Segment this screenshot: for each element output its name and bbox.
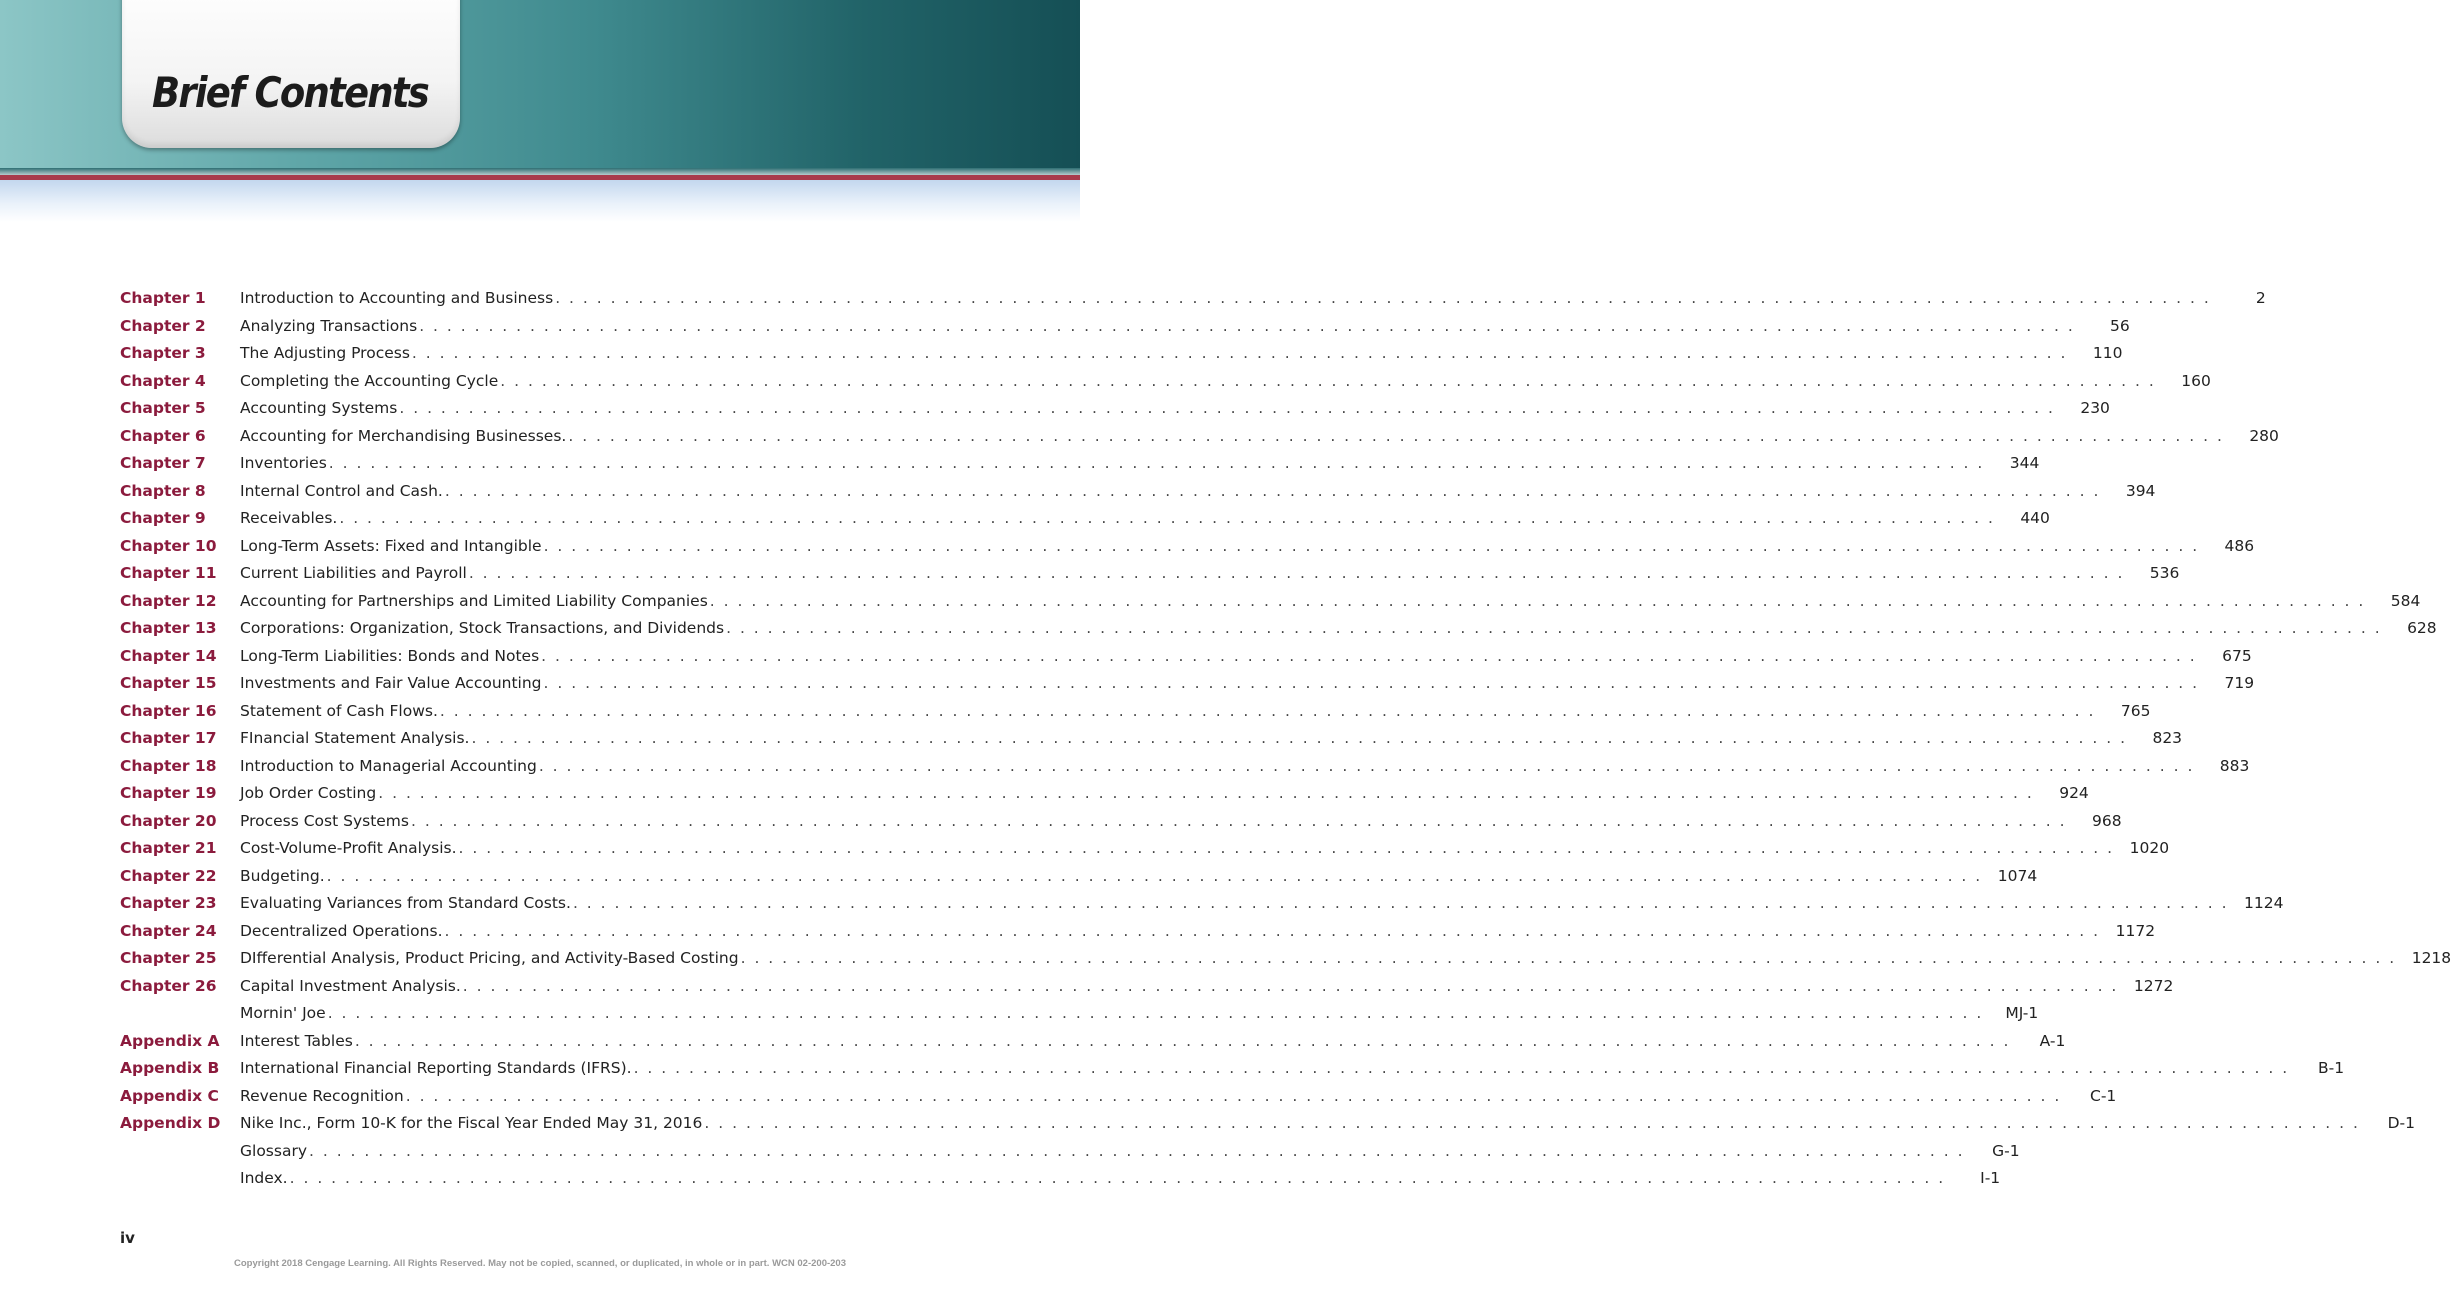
toc-entry (240, 1165, 1945, 1193)
toc-entry (240, 1083, 2061, 1111)
toc-page-number: 883 (2219, 756, 2250, 775)
toc-chapter-title: DIfferential Analysis, Product Pricing, and Activity-Based Costing (240, 949, 739, 967)
toc-entry (240, 1028, 2010, 1056)
toc-dot-leader: . . . . . . . . . . . . . . . . . . . . . . . . . . . . . . . . . . . . . . . . . . . . . . . . . . . . . . . . . . . . . . . . . . . . . . . . . . . . . . . . . . . . . . . . . . . . . . . . . . . . . . . . . . . . . . . . . . . . . . . . (326, 866, 1983, 885)
toc-dot-leader: . . . . . . . . . . . . . . . . . . . . . . . . . . . . . . . . . . . . . . . . . . . . . . . . . . . . . . . . . . . . . . . . . . . . . . . . . . . . . . . . . . . . . . . . . . . . . . . . . . . . . . . . . . . . . . . . . . . . . . . . (419, 316, 2075, 335)
toc-chapter-label: Appendix B (120, 1059, 220, 1077)
toc-chapter-title: International Financial Reporting Standards (IFRS). (240, 1059, 632, 1077)
toc-dot-leader: . . . . . . . . . . . . . . . . . . . . . . . . . . . . . . . . . . . . . . . . . . . . . . . . . . . . . . . . . . . . . . . . . . . . . . . . . . . . . . . . . . . . . . . . . . . . . . . . . . . . . . . . . . . . . . . . . . . . . . . . (726, 619, 2382, 637)
toc-dot-leader: . . . . . . . . . . . . . . . . . . . . . . . . . . . . . . . . . . . . . . . . . . . . . . . . . . . . . . . . . . . . . . . . . . . . . . . . . . . . . . . . . . . . . . . . . . . . . . . . . . . . . . . . . . . . . . . . . . . . . . . . (633, 1059, 2290, 1077)
toc-row (120, 285, 2266, 313)
toc-chapter-title: Long-Term Assets: Fixed and Intangible (240, 536, 542, 555)
toc-row (120, 1138, 2020, 1166)
toc-chapter-label: Chapter 4 (120, 371, 206, 390)
toc-dot-leader: . . . . . . . . . . . . . . . . . . . . . . . . . . . . . . . . . . . . . . . . . . . . . . . . . . . . . . . . . . . . . . . . . . . . . . . . . . . . . . . . . . . . . . . . . . . . . . . . . . . . . . . . . . . . . . . . . . . . . . . . (468, 564, 2125, 582)
toc-page-number: 1124 (2244, 894, 2284, 912)
toc-entry (240, 808, 2067, 836)
toc-row (120, 588, 2421, 616)
toc-page-number: 110 (2092, 344, 2123, 362)
toc-entry (240, 313, 2075, 341)
toc-entry (240, 670, 2199, 698)
toc-row (120, 890, 2284, 918)
toc-page-number: 344 (2009, 454, 2040, 472)
toc-dot-leader: . . . . . . . . . . . . . . . . . . . . . . . . . . . . . . . . . . . . . . . . . . . . . . . . . . . . . . . . . . . . . . . . . . . . . . . . . . . . . . . . . . . . . . . . . . . . . . . . . . . . . . . . . . . . . . . . . . . . . . . . (462, 976, 2119, 995)
toc-chapter-label: Chapter 24 (120, 921, 217, 940)
toc-chapter-label: Chapter 14 (120, 646, 217, 665)
toc-entry (240, 478, 2100, 506)
toc-row (120, 973, 2174, 1001)
toc-chapter-label: Chapter 1 (120, 289, 206, 307)
toc-dot-leader: . . . . . . . . . . . . . . . . . . . . . . . . . . . . . . . . . . . . . . . . . . . . . . . . . . . . . . . . . . . . . . . . . . . . . . . . . . . . . . . . . . . . . . . . . . . . . . . . . . . . . . . . . . . . . . . . . . . . . . . . (378, 784, 2034, 802)
toc-dot-leader: . . . . . . . . . . . . . . . . . . . . . . . . . . . . . . . . . . . . . . . . . . . . . . . . . . . . . . . . . . . . . . . . . . . . . . . . . . . . . . . . . . . . . . . . . . . . . . . . . . . . . . . . . . . . . . . . . . . . . . . . (309, 1141, 1965, 1160)
toc-page-number: 584 (2390, 591, 2421, 610)
toc-entry (240, 1110, 2360, 1138)
toc-dot-leader: . . . . . . . . . . . . . . . . . . . . . . . . . . . . . . . . . . . . . . . . . . . . . . . . . . . . . . . . . . . . . . . . . . . . . . . . . . . . . . . . . . . . . . . . . . . . . . . . . . . . . . . . . . . . . . . . . . . . . . . . (289, 1169, 1946, 1187)
toc-chapter-label: Chapter 7 (120, 454, 206, 472)
toc-chapter-label: Chapter 20 (120, 811, 217, 830)
toc-chapter-label: Appendix D (120, 1114, 221, 1132)
toc-page-number: 823 (2152, 729, 2183, 747)
toc-dot-leader: . . . . . . . . . . . . . . . . . . . . . . . . . . . . . . . . . . . . . . . . . . . . . . . . . . . . . . . . . . . . . . . . . . . . . . . . . . . . . . . . . . . . . . . . . . . . . . . . . . . . . . . . . . . . . . . . . . . . . . . . (399, 399, 2055, 417)
toc-row (120, 780, 2089, 808)
toc-page-number: 536 (2149, 564, 2180, 582)
toc-dot-leader: . . . . . . . . . . . . . . . . . . . . . . . . . . . . . . . . . . . . . . . . . . . . . . . . . . . . . . . . . . . . . . . . . . . . . . . . . . . . . . . . . . . . . . . . . . . . . . . . . . . . . . . . . . . . . . . . . . . . . . . . (354, 1031, 2011, 1050)
toc-page-number: 968 (2091, 811, 2122, 830)
toc-chapter-title: Decentralized Operations. (240, 921, 443, 940)
toc-chapter-title: Statement of Cash Flows. (240, 701, 438, 720)
toc-row (120, 643, 2252, 671)
toc-row (120, 368, 2211, 396)
toc-chapter-title: Nike Inc., Form 10-K for the Fiscal Year Ended May 31, 2016 (240, 1114, 703, 1132)
toc-page-number: 56 (2110, 316, 2130, 335)
toc-chapter-label: Chapter 16 (120, 701, 217, 720)
toc-entry (240, 1000, 1983, 1028)
toc-chapter-title: Inventories (240, 454, 327, 472)
toc-chapter-title: Internal Control and Cash. (240, 481, 443, 500)
toc-page-number: 765 (2120, 701, 2151, 720)
toc-entry (240, 698, 2095, 726)
toc-chapter-label: Chapter 8 (120, 481, 206, 500)
toc-entry (240, 863, 1982, 891)
toc-chapter-title: Index. (240, 1169, 288, 1187)
toc-entry (240, 973, 2118, 1001)
toc-chapter-label: Chapter 9 (120, 509, 206, 527)
toc-entry (240, 918, 2100, 946)
toc-page-number: 1020 (2129, 839, 2170, 857)
toc-row (120, 753, 2250, 781)
toc-chapter-label: Chapter 15 (120, 674, 217, 692)
toc-chapter-label: Chapter 26 (120, 976, 217, 995)
page-title: Brief Contents (152, 68, 428, 117)
toc-page-number: 280 (2249, 426, 2279, 445)
toc-row (120, 808, 2122, 836)
toc-entry (240, 1138, 1965, 1166)
toc-chapter-label: Chapter 17 (120, 729, 217, 747)
toc-row (120, 1000, 2039, 1028)
toc-row (120, 725, 2183, 753)
toc-row (120, 1055, 2345, 1083)
toc-row (120, 313, 2130, 341)
toc-page-number: 2 (2255, 289, 2266, 307)
page-number: iv (120, 1229, 135, 1247)
toc-dot-leader: . . . . . . . . . . . . . . . . . . . . . . . . . . . . . . . . . . . . . . . . . . . . . . . . . . . . . . . . . . . . . . . . . . . . . . . . . . . . . . . . . . . . . . . . . . . . . . . . . . . . . . . . . . . . . . . . . . . . . . . . (541, 646, 2197, 665)
toc-row (120, 1110, 2415, 1138)
toc-dot-leader: . . . . . . . . . . . . . . . . . . . . . . . . . . . . . . . . . . . . . . . . . . . . . . . . . . . . . . . . . . . . . . . . . . . . . . . . . . . . . . . . . . . . . . . . . . . . . . . . . . . . . . . . . . . . . . . . . . . . . . . . (471, 729, 2128, 747)
toc-row (120, 450, 2040, 478)
toc-dot-leader: . . . . . . . . . . . . . . . . . . . . . . . . . . . . . . . . . . . . . . . . . . . . . . . . . . . . . . . . . . . . . . . . . . . . . . . . . . . . . . . . . . . . . . . . . . . . . . . . . . . . . . . . . . . . . . . . . . . . . . . . (568, 426, 2224, 445)
toc-row (120, 670, 2255, 698)
toc-chapter-title: Completing the Accounting Cycle (240, 371, 499, 390)
toc-entry (240, 615, 2382, 643)
toc-page-number: 440 (2020, 509, 2050, 527)
toc-dot-leader: . . . . . . . . . . . . . . . . . . . . . . . . . . . . . . . . . . . . . . . . . . . . . . . . . . . . . . . . . . . . . . . . . . . . . . . . . . . . . . . . . . . . . . . . . . . . . . . . . . . . . . . . . . . . . . . . . . . . . . . . (543, 536, 2200, 555)
toc-page-number: C-1 (2090, 1086, 2117, 1105)
toc-chapter-label: Chapter 3 (120, 344, 206, 362)
toc-page-number: 230 (2080, 399, 2110, 417)
toc-row (120, 395, 2110, 423)
toc-dot-leader: . . . . . . . . . . . . . . . . . . . . . . . . . . . . . . . . . . . . . . . . . . . . . . . . . . . . . . . . . . . . . . . . . . . . . . . . . . . . . . . . . . . . . . . . . . . . . . . . . . . . . . . . . . . . . . . . . . . . . . . . (555, 289, 2211, 307)
toc-chapter-title: FInancial Statement Analysis. (240, 729, 470, 747)
toc-chapter-title: Revenue Recognition (240, 1086, 404, 1105)
toc-chapter-title: The Adjusting Process (240, 344, 410, 362)
toc-chapter-title: Corporations: Organization, Stock Transactions, and Dividends (240, 619, 725, 637)
toc-chapter-label: Appendix C (120, 1086, 219, 1105)
toc-chapter-title: Capital Investment Analysis. (240, 976, 461, 995)
toc-chapter-title: Process Cost Systems (240, 811, 409, 830)
toc-entry (240, 588, 2365, 616)
toc-page-number: D-1 (2387, 1114, 2415, 1132)
toc-page-number: MJ-1 (2005, 1004, 2039, 1022)
toc-page-number: 1074 (1997, 866, 2038, 885)
toc-dot-leader: . . . . . . . . . . . . . . . . . . . . . . . . . . . . . . . . . . . . . . . . . . . . . . . . . . . . . . . . . . . . . . . . . . . . . . . . . . . . . . . . . . . . . . . . . . . . . . . . . . . . . . . . . . . . . . . . . . . . . . . . (543, 674, 2200, 692)
toc-page-number: G-1 (1992, 1141, 2020, 1160)
toc-row (120, 505, 2050, 533)
toc-chapter-title: Analyzing Transactions (240, 316, 418, 335)
toc-row (120, 478, 2156, 506)
toc-chapter-title: Cost-Volume-Profit Analysis. (240, 839, 457, 857)
toc-dot-leader: . . . . . . . . . . . . . . . . . . . . . . . . . . . . . . . . . . . . . . . . . . . . . . . . . . . . . . . . . . . . . . . . . . . . . . . . . . . . . . . . . . . . . . . . . . . . . . . . . . . . . . . . . . . . . . . . . . . . . . . . (328, 454, 1985, 472)
toc-page-number: 1218 (2411, 949, 2451, 967)
toc-entry (240, 780, 2034, 808)
toc-dot-leader: . . . . . . . . . . . . . . . . . . . . . . . . . . . . . . . . . . . . . . . . . . . . . . . . . . . . . . . . . . . . . . . . . . . . . . . . . . . . . . . . . . . . . . . . . . . . . . . . . . . . . . . . . . . . . . . . . . . . . . . . (339, 509, 1995, 527)
toc-chapter-title: Receivables. (240, 509, 338, 527)
toc-row (120, 945, 2451, 973)
toc-entry (240, 1055, 2289, 1083)
copyright-notice: Copyright 2018 Cengage Learning. All Rights Reserved. May not be copied, scanned, or duplicated, in whole or in part. WCN 02-200-203 (234, 1258, 846, 1269)
toc-entry (240, 945, 2396, 973)
toc-chapter-label: Chapter 22 (120, 866, 217, 885)
toc-chapter-label: Chapter 6 (120, 426, 206, 445)
toc-dot-leader: . . . . . . . . . . . . . . . . . . . . . . . . . . . . . . . . . . . . . . . . . . . . . . . . . . . . . . . . . . . . . . . . . . . . . . . . . . . . . . . . . . . . . . . . . . . . . . . . . . . . . . . . . . . . . . . . . . . . . . . . (740, 949, 2397, 967)
toc-chapter-label: Chapter 23 (120, 894, 217, 912)
toc-entry (240, 340, 2067, 368)
toc-row (120, 1165, 2001, 1193)
toc-chapter-label: Chapter 5 (120, 399, 206, 417)
toc-row (120, 1028, 2066, 1056)
toc-chapter-title: Current Liabilities and Payroll (240, 564, 467, 582)
toc-chapter-label: Chapter 25 (120, 949, 217, 967)
toc-chapter-title: Accounting Systems (240, 399, 398, 417)
toc-page-number: 160 (2181, 371, 2211, 390)
toc-entry (240, 450, 1984, 478)
toc-row (120, 533, 2255, 561)
toc-chapter-label: Chapter 18 (120, 756, 217, 775)
toc-chapter-title: Evaluating Variances from Standard Costs. (240, 894, 571, 912)
toc-dot-leader: . . . . . . . . . . . . . . . . . . . . . . . . . . . . . . . . . . . . . . . . . . . . . . . . . . . . . . . . . . . . . . . . . . . . . . . . . . . . . . . . . . . . . . . . . . . . . . . . . . . . . . . . . . . . . . . . . . . . . . . . (327, 1004, 1984, 1022)
title-tab (122, 0, 460, 148)
table-of-contents (120, 285, 2451, 1193)
toc-chapter-label: Chapter 10 (120, 536, 217, 555)
toc-chapter-title: Budgeting. (240, 866, 325, 885)
toc-dot-leader: . . . . . . . . . . . . . . . . . . . . . . . . . . . . . . . . . . . . . . . . . . . . . . . . . . . . . . . . . . . . . . . . . . . . . . . . . . . . . . . . . . . . . . . . . . . . . . . . . . . . . . . . . . . . . . . . . . . . . . . . (439, 701, 2096, 720)
toc-row (120, 918, 2156, 946)
toc-page-number: 675 (2222, 646, 2252, 665)
toc-dot-leader: . . . . . . . . . . . . . . . . . . . . . . . . . . . . . . . . . . . . . . . . . . . . . . . . . . . . . . . . . . . . . . . . . . . . . . . . . . . . . . . . . . . . . . . . . . . . . . . . . . . . . . . . . . . . . . . . . . . . . . . . (500, 371, 2156, 390)
toc-page-number: 1272 (2133, 976, 2174, 995)
toc-dot-leader: . . . . . . . . . . . . . . . . . . . . . . . . . . . . . . . . . . . . . . . . . . . . . . . . . . . . . . . . . . . . . . . . . . . . . . . . . . . . . . . . . . . . . . . . . . . . . . . . . . . . . . . . . . . . . . . . . . . . . . . . (538, 756, 2195, 775)
toc-chapter-label: Appendix A (120, 1031, 220, 1050)
toc-entry (240, 395, 2055, 423)
toc-chapter-label: Chapter 11 (120, 564, 217, 582)
toc-row (120, 835, 2170, 863)
toc-entry (240, 643, 2197, 671)
toc-page-number: A-1 (2039, 1031, 2066, 1050)
toc-entry (240, 560, 2124, 588)
toc-entry (240, 505, 1995, 533)
toc-row (120, 698, 2151, 726)
toc-chapter-title: Accounting for Merchandising Businesses. (240, 426, 567, 445)
toc-dot-leader: . . . . . . . . . . . . . . . . . . . . . . . . . . . . . . . . . . . . . . . . . . . . . . . . . . . . . . . . . . . . . . . . . . . . . . . . . . . . . . . . . . . . . . . . . . . . . . . . . . . . . . . . . . . . . . . . . . . . . . . . (444, 921, 2101, 940)
toc-chapter-title: Accounting for Partnerships and Limited Liability Companies (240, 591, 708, 610)
toc-chapter-title: Mornin' Joe (240, 1004, 326, 1022)
toc-page-number: 486 (2224, 536, 2255, 555)
toc-page-number: 1172 (2115, 921, 2156, 940)
toc-page-number: 924 (2059, 784, 2089, 802)
toc-row (120, 340, 2123, 368)
toc-chapter-label: Chapter 2 (120, 316, 206, 335)
toc-row (120, 863, 2038, 891)
toc-entry (240, 423, 2224, 451)
toc-chapter-title: Interest Tables (240, 1031, 353, 1050)
toc-chapter-label: Chapter 12 (120, 591, 217, 610)
toc-page-number: 719 (2224, 674, 2255, 692)
toc-row (120, 560, 2180, 588)
toc-entry (240, 533, 2199, 561)
toc-page-number: B-1 (2318, 1059, 2345, 1077)
toc-entry (240, 835, 2114, 863)
toc-chapter-label: Chapter 19 (120, 784, 217, 802)
toc-chapter-title: Introduction to Accounting and Business (240, 289, 554, 307)
toc-page-number: 394 (2125, 481, 2156, 500)
toc-chapter-title: Glossary (240, 1141, 307, 1160)
toc-dot-leader: . . . . . . . . . . . . . . . . . . . . . . . . . . . . . . . . . . . . . . . . . . . . . . . . . . . . . . . . . . . . . . . . . . . . . . . . . . . . . . . . . . . . . . . . . . . . . . . . . . . . . . . . . . . . . . . . . . . . . . . . (444, 481, 2101, 500)
toc-chapter-label: Chapter 21 (120, 839, 217, 857)
toc-entry (240, 368, 2156, 396)
toc-entry (240, 285, 2211, 313)
toc-row (120, 423, 2279, 451)
toc-chapter-title: Long-Term Liabilities: Bonds and Notes (240, 646, 540, 665)
toc-dot-leader: . . . . . . . . . . . . . . . . . . . . . . . . . . . . . . . . . . . . . . . . . . . . . . . . . . . . . . . . . . . . . . . . . . . . . . . . . . . . . . . . . . . . . . . . . . . . . . . . . . . . . . . . . . . . . . . . . . . . . . . . (704, 1114, 2360, 1132)
toc-dot-leader: . . . . . . . . . . . . . . . . . . . . . . . . . . . . . . . . . . . . . . . . . . . . . . . . . . . . . . . . . . . . . . . . . . . . . . . . . . . . . . . . . . . . . . . . . . . . . . . . . . . . . . . . . . . . . . . . . . . . . . . . (709, 591, 2366, 610)
toc-row (120, 615, 2437, 643)
toc-page-number: I-1 (1980, 1169, 2001, 1187)
toc-chapter-label: Chapter 13 (120, 619, 217, 637)
toc-dot-leader: . . . . . . . . . . . . . . . . . . . . . . . . . . . . . . . . . . . . . . . . . . . . . . . . . . . . . . . . . . . . . . . . . . . . . . . . . . . . . . . . . . . . . . . . . . . . . . . . . . . . . . . . . . . . . . . . . . . . . . . . (572, 894, 2229, 912)
toc-dot-leader: . . . . . . . . . . . . . . . . . . . . . . . . . . . . . . . . . . . . . . . . . . . . . . . . . . . . . . . . . . . . . . . . . . . . . . . . . . . . . . . . . . . . . . . . . . . . . . . . . . . . . . . . . . . . . . . . . . . . . . . . (411, 344, 2068, 362)
toc-entry (240, 890, 2229, 918)
toc-chapter-title: Investments and Fair Value Accounting (240, 674, 542, 692)
toc-page-number: 628 (2407, 619, 2437, 637)
toc-row (120, 1083, 2117, 1111)
toc-dot-leader: . . . . . . . . . . . . . . . . . . . . . . . . . . . . . . . . . . . . . . . . . . . . . . . . . . . . . . . . . . . . . . . . . . . . . . . . . . . . . . . . . . . . . . . . . . . . . . . . . . . . . . . . . . . . . . . . . . . . . . . . (405, 1086, 2062, 1105)
toc-dot-leader: . . . . . . . . . . . . . . . . . . . . . . . . . . . . . . . . . . . . . . . . . . . . . . . . . . . . . . . . . . . . . . . . . . . . . . . . . . . . . . . . . . . . . . . . . . . . . . . . . . . . . . . . . . . . . . . . . . . . . . . . (411, 811, 2067, 830)
toc-dot-leader: . . . . . . . . . . . . . . . . . . . . . . . . . . . . . . . . . . . . . . . . . . . . . . . . . . . . . . . . . . . . . . . . . . . . . . . . . . . . . . . . . . . . . . . . . . . . . . . . . . . . . . . . . . . . . . . . . . . . . . . . (458, 839, 2115, 857)
header-fade (0, 180, 1080, 222)
toc-entry (240, 753, 2194, 781)
toc-chapter-title: Introduction to Managerial Accounting (240, 756, 537, 775)
toc-chapter-title: Job Order Costing (240, 784, 377, 802)
toc-entry (240, 725, 2127, 753)
